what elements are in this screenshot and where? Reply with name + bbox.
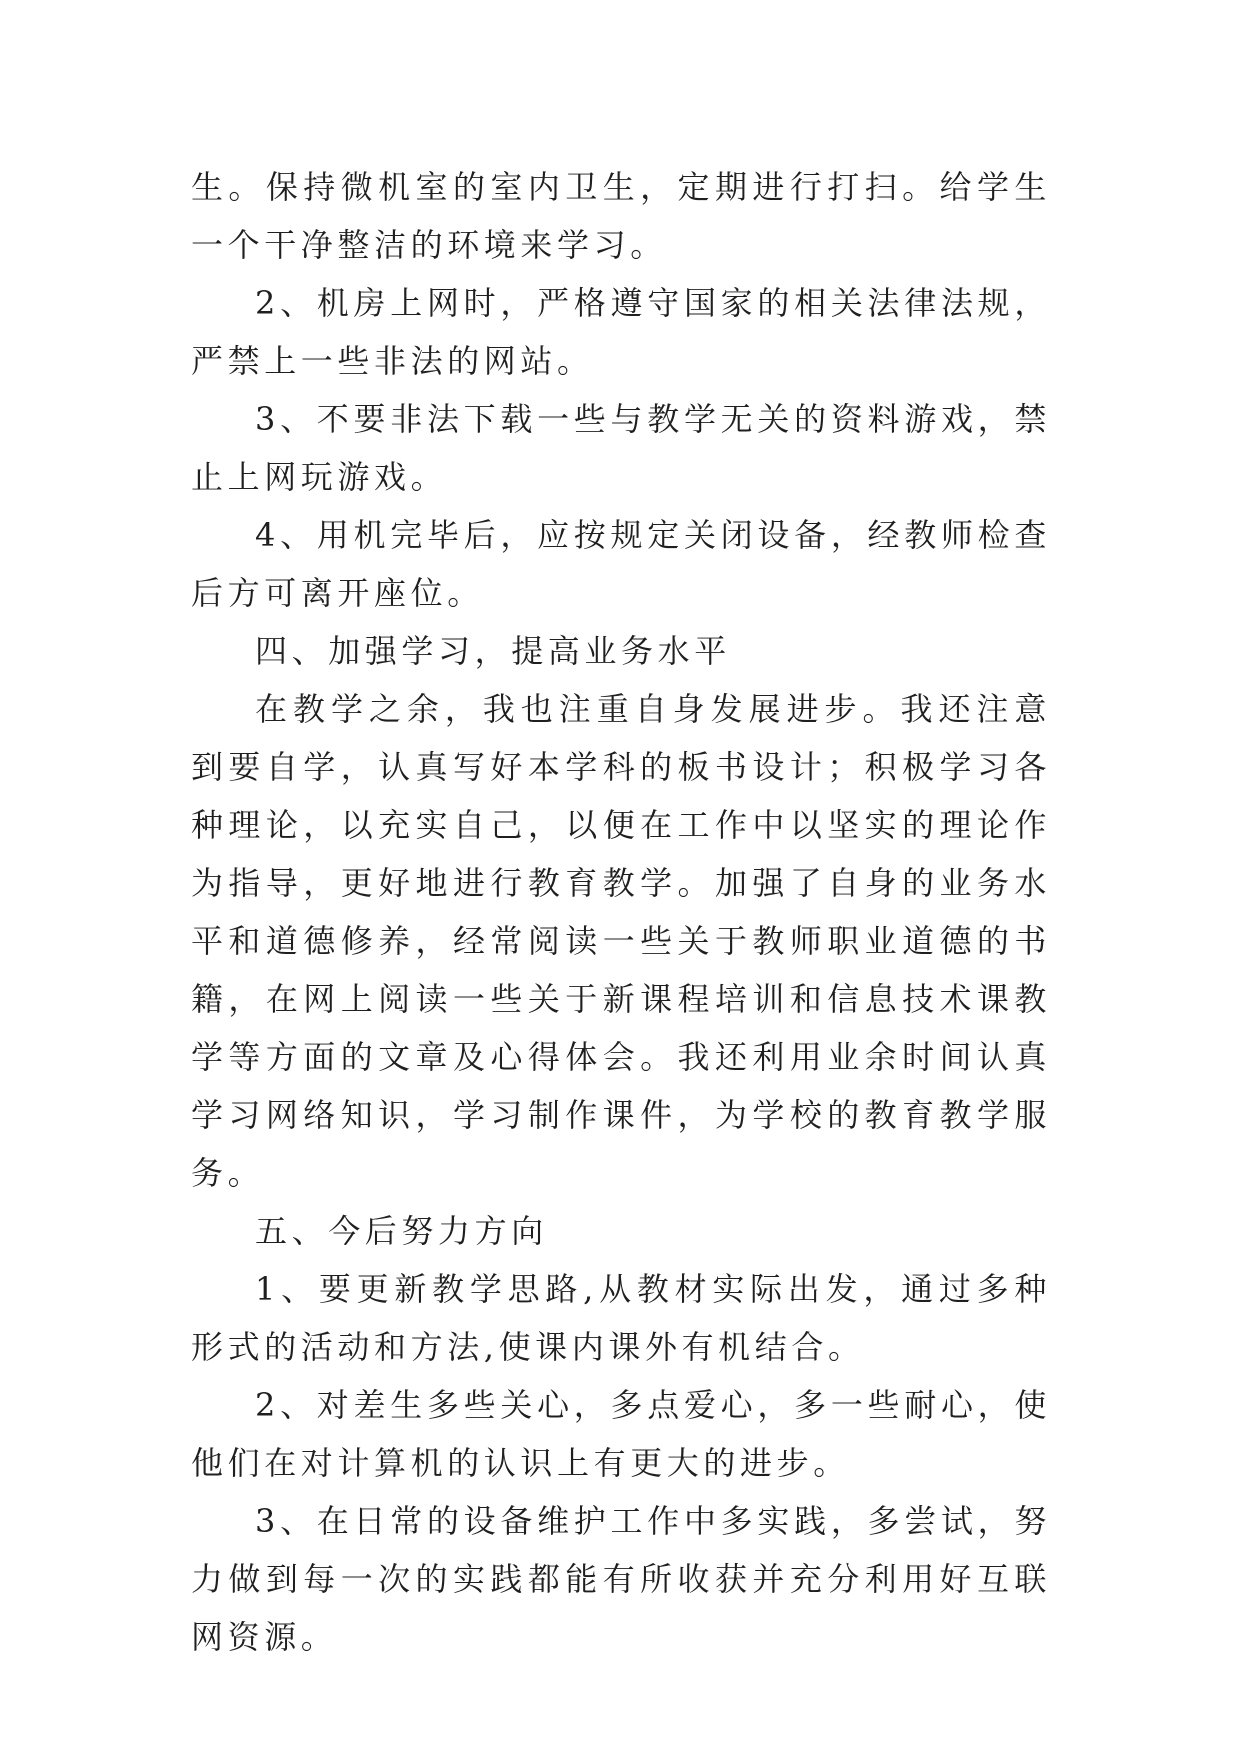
direction-item-1: 1、要更新教学思路,从教材实际出发，通过多种形式的活动和方法,使课内课外有机结合。 — [191, 1270, 1051, 1366]
section-heading-4: 四、加强学习，提高业务水平 — [255, 632, 731, 670]
direction-item-2: 2、对差生多些关心，多点爱心，多一些耐心，使他们在对计算机的认识上有更大的进步。 — [191, 1386, 1051, 1482]
body-paragraph-continued: 生。保持微机室的室内卫生，定期进行打扫。给学生一个干净整洁的环境来学习。 — [191, 168, 1051, 264]
rule-item-4: 4、用机完毕后，应按规定关闭设备，经教师检查后方可离开座位。 — [191, 516, 1051, 612]
rule-item-3: 3、不要非法下载一些与教学无关的资料游戏，禁止上网玩游戏。 — [191, 400, 1051, 496]
rule-item-2: 2、机房上网时，严格遵守国家的相关法律法规，严禁上一些非法的网站。 — [191, 284, 1051, 380]
direction-item-3: 3、在日常的设备维护工作中多实践，多尝试，努力做到每一次的实践都能有所收获并充分利用好互联网资源。 — [191, 1502, 1051, 1656]
section-heading-5: 五、今后努力方向 — [255, 1212, 548, 1250]
document-body — [191, 158, 1051, 1666]
study-paragraph: 在教学之余，我也注重自身发展进步。我还注意到要自学，认真写好本学科的板书设计；积极学习各种理论，以充实自己，以便在工作中以坚实的理论作为指导，更好地进行教育教学。加强了自身的业务水平和道德修养，经常阅读一些关于教师职业道德的书籍，在网上阅读一些关于新课程培训和信息技术课教学等方面的文章及心得体会。我还利用业余时间认真学习网络知识，学习制作课件，为学校的教育教学服务。 — [191, 690, 1051, 1192]
